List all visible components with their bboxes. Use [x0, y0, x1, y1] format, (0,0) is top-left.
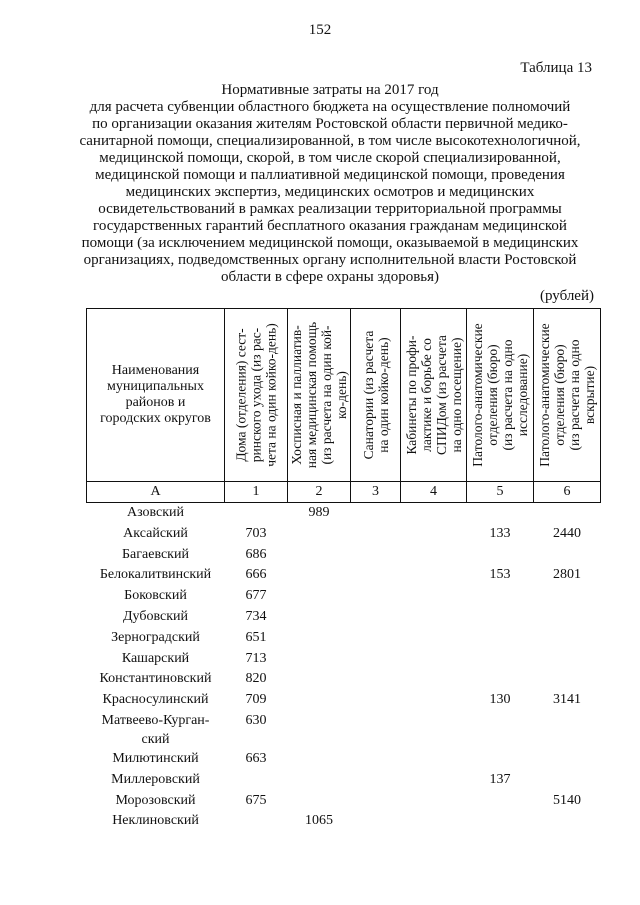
- value-cell-c4: [401, 711, 467, 749]
- table-row: [87, 770, 601, 791]
- value-cell-c4: [401, 607, 467, 628]
- header-nursing-homes: [225, 309, 288, 482]
- municipality-name: [87, 711, 225, 749]
- value-cell-c5: [467, 649, 534, 670]
- value-cell-c4: [401, 669, 467, 690]
- value-cell-c4: [401, 586, 467, 607]
- municipality-name: [87, 586, 225, 607]
- header-line: (из расчета на одно: [567, 339, 582, 451]
- header-line: Хосписная и паллиатив-: [289, 325, 304, 465]
- column-number: 3: [351, 482, 401, 503]
- value-cell-c2: [288, 565, 351, 586]
- value-cell-c4: [401, 545, 467, 566]
- value-cell-c2: [288, 628, 351, 649]
- title-line: организациях, подведомственных органу исполнительной власти Ростовской: [83, 252, 577, 268]
- value-cell-c6: 2801: [553, 567, 581, 583]
- header-line: на одно посещение): [448, 337, 464, 453]
- title-line: государственных гарантий бесплатного оказания гражданам медицинской: [93, 218, 567, 234]
- document-title: [70, 82, 590, 286]
- value-cell-c1: [225, 770, 288, 791]
- municipality-name: [87, 791, 225, 812]
- header-line: Наименования: [111, 363, 200, 378]
- value-cell-c4: [401, 524, 467, 545]
- header-line: на один койко-день): [375, 337, 391, 453]
- value-cell-c3: [351, 545, 401, 566]
- value-cell-c2: [288, 545, 351, 566]
- value-cell-c1: 663: [245, 750, 267, 766]
- value-cell-c4: [401, 791, 467, 812]
- table-row: [87, 649, 601, 670]
- column-number: А: [87, 482, 225, 503]
- value-cell-c3: [351, 649, 401, 670]
- municipality-name-line: Кашарский: [121, 650, 190, 666]
- value-cell-c3: [351, 586, 401, 607]
- value-cell-c6: [534, 770, 601, 791]
- header-line: ко-день): [334, 371, 349, 419]
- value-cell-c3: [351, 503, 401, 524]
- municipality-name: [87, 524, 225, 545]
- municipality-name-line: Зерноградский: [111, 629, 200, 645]
- municipality-name-line: Милютинский: [112, 750, 199, 766]
- table-row: [87, 791, 601, 812]
- value-cell-c4: [401, 649, 467, 670]
- table-body: [87, 503, 601, 833]
- column-number-row: [87, 482, 601, 503]
- header-line: исследование): [515, 353, 530, 437]
- header-aids-offices: [401, 309, 467, 482]
- value-cell-c1: 675: [245, 792, 267, 808]
- value-cell-c6: [534, 811, 601, 832]
- header-line: (из расчета на один кой-: [319, 325, 334, 465]
- value-cell-c4: [401, 503, 467, 524]
- title-line: области в сфере охраны здоровья): [220, 269, 440, 285]
- value-cell-c5: [467, 669, 534, 690]
- value-cell-c6: [534, 749, 601, 770]
- header-municipality: [87, 309, 225, 482]
- value-cell-c2: [288, 586, 351, 607]
- municipality-name: [87, 607, 225, 628]
- municipality-name: [87, 545, 225, 566]
- header-pathology-research: [467, 309, 534, 482]
- value-cell-c3: [351, 811, 401, 832]
- table-row: [87, 545, 601, 566]
- value-cell-c2: 1065: [305, 813, 333, 829]
- table-row: [87, 811, 601, 832]
- table-row: [87, 503, 601, 524]
- value-cell-c1: 709: [245, 692, 267, 708]
- title-line: по организации оказания жителям Ростовской области первичной медико-: [92, 116, 568, 132]
- value-cell-c5: [467, 586, 534, 607]
- value-cell-c2: [288, 711, 351, 749]
- value-cell-c6: 5140: [553, 792, 581, 808]
- header-line: отделения (бюро): [485, 344, 500, 446]
- header-line: Дома (отделения) сест-: [233, 328, 249, 462]
- municipality-name-line: Боковский: [124, 588, 187, 604]
- title-line: Нормативные затраты на 2017 год: [221, 82, 439, 98]
- header-line: отделения (бюро): [552, 344, 567, 446]
- municipality-name: [87, 811, 225, 832]
- header-line: ринского ухода (из рас-: [248, 327, 264, 463]
- value-cell-c1: 666: [245, 567, 267, 583]
- units-label: (рублей): [539, 288, 594, 304]
- value-cell-c5: 133: [489, 525, 511, 541]
- value-cell-c3: [351, 669, 401, 690]
- header-line: городских округов: [100, 411, 211, 426]
- value-cell-c6: [534, 628, 601, 649]
- municipality-name-line: Константиновский: [99, 671, 212, 687]
- value-cell-c4: [401, 749, 467, 770]
- value-cell-c6: [534, 503, 601, 524]
- value-cell-c5: [467, 503, 534, 524]
- value-cell-c3: [351, 791, 401, 812]
- value-cell-c4: [401, 565, 467, 586]
- title-line: санитарной помощи, специализированной, в том числе высокотехнологичной,: [79, 133, 581, 149]
- value-cell-c5: [467, 791, 534, 812]
- value-cell-c3: [351, 628, 401, 649]
- value-cell-c4: [401, 690, 467, 711]
- value-cell-c2: [288, 607, 351, 628]
- value-cell-c5: [467, 711, 534, 749]
- value-cell-c2: [288, 749, 351, 770]
- value-cell-c5: [467, 607, 534, 628]
- header-line: Патолого-анатомические: [470, 323, 485, 467]
- table-row: [87, 669, 601, 690]
- value-cell-c6: [534, 711, 601, 749]
- table-row: [87, 524, 601, 545]
- header-line: чета на один койко-день): [263, 323, 279, 467]
- value-cell-c5: [467, 628, 534, 649]
- municipality-name-line: Красносулинский: [102, 692, 209, 708]
- value-cell-c2: [288, 524, 351, 545]
- municipality-name: [87, 649, 225, 670]
- header-pathology-autopsy: [534, 309, 601, 482]
- page-number: 152: [308, 22, 332, 38]
- municipality-name-line: Дубовский: [122, 608, 189, 624]
- title-line: освидетельствований в рамках реализации территориальной программы: [98, 201, 562, 217]
- value-cell-c1: 703: [245, 525, 267, 541]
- municipality-name-line: Морозовский: [115, 792, 196, 808]
- municipality-name-line: Аксайский: [123, 525, 188, 541]
- column-number: 4: [401, 482, 467, 503]
- cost-norms-table: [86, 308, 601, 832]
- header-line: районов и: [125, 395, 186, 410]
- header-hospice-care: [288, 309, 351, 482]
- header-line: (из расчета на одно: [500, 339, 515, 451]
- value-cell-c3: [351, 565, 401, 586]
- header-line: ная медицинская помощь: [304, 321, 319, 469]
- header-line: Санатории (из расчета: [360, 330, 376, 460]
- municipality-name-line: Миллеровский: [111, 771, 200, 787]
- column-number: 1: [225, 482, 288, 503]
- value-cell-c1: 651: [245, 629, 267, 645]
- value-cell-c3: [351, 524, 401, 545]
- value-cell-c1: [225, 503, 288, 524]
- value-cell-c1: [225, 811, 288, 832]
- municipality-name: [87, 628, 225, 649]
- header-line: муниципальных: [107, 379, 204, 394]
- value-cell-c3: [351, 607, 401, 628]
- title-line: помощи (за исключением медицинской помощи, оказываемой в медицинских: [81, 235, 579, 251]
- table-row: [87, 565, 601, 586]
- value-cell-c4: [401, 628, 467, 649]
- title-line: медицинских экспертиз, медицинских осмотров и медицинских: [125, 184, 535, 200]
- value-cell-c6: [534, 607, 601, 628]
- value-cell-c6: 3141: [553, 692, 581, 708]
- municipality-name: [87, 503, 225, 524]
- value-cell-c5: 137: [489, 771, 511, 787]
- header-line: СПИДом (из расчета: [433, 335, 449, 455]
- table-label: Таблица 13: [520, 60, 592, 76]
- municipality-name: [87, 690, 225, 711]
- value-cell-c4: [401, 811, 467, 832]
- municipality-name-line: Азовский: [126, 505, 185, 520]
- column-number: 6: [534, 482, 601, 503]
- value-cell-c3: [351, 770, 401, 791]
- municipality-name: [87, 770, 225, 791]
- table-row: [87, 690, 601, 711]
- table-row: [87, 607, 601, 628]
- value-cell-c6: [534, 669, 601, 690]
- value-cell-c5: [467, 749, 534, 770]
- column-number: 2: [288, 482, 351, 503]
- value-cell-c5: [467, 545, 534, 566]
- value-cell-c5: [467, 811, 534, 832]
- header-line: лактике и борьбе со: [418, 338, 434, 452]
- column-number: 5: [467, 482, 534, 503]
- municipality-name-line: ский: [141, 731, 170, 747]
- value-cell-c2: [288, 669, 351, 690]
- value-cell-c4: [401, 770, 467, 791]
- value-cell-c1: 820: [245, 671, 267, 687]
- value-cell-c1: 734: [245, 608, 267, 624]
- municipality-name: [87, 669, 225, 690]
- header-line: Патолого-анатомические: [537, 323, 552, 467]
- value-cell-c3: [351, 749, 401, 770]
- value-cell-c1: 630: [245, 712, 267, 728]
- table-row: [87, 586, 601, 607]
- title-line: для расчета субвенции областного бюджета на осуществление полномочий: [89, 99, 571, 115]
- value-cell-c2: [288, 791, 351, 812]
- value-cell-c6: [534, 649, 601, 670]
- value-cell-c6: 2440: [553, 525, 581, 541]
- value-cell-c6: [534, 586, 601, 607]
- municipality-name-line: Белокалитвинский: [99, 567, 212, 583]
- value-cell-c3: [351, 690, 401, 711]
- municipality-name: [87, 749, 225, 770]
- value-cell-c2: [288, 649, 351, 670]
- table-row: [87, 711, 601, 749]
- table-header-row: [87, 309, 601, 482]
- value-cell-c1: 677: [245, 588, 267, 604]
- value-cell-c5: 130: [489, 692, 511, 708]
- header-line: вскрытие): [582, 365, 597, 425]
- municipality-name-line: Неклиновский: [112, 813, 199, 829]
- header-sanatoria: [351, 309, 401, 482]
- value-cell-c5: 153: [489, 567, 511, 583]
- municipality-name-line: Матвеево-Курган-: [101, 712, 210, 728]
- value-cell-c2: [288, 770, 351, 791]
- value-cell-c3: [351, 711, 401, 749]
- title-line: медицинской помощи, скорой, в том числе скорой специализированной,: [99, 150, 561, 166]
- table-row: [87, 749, 601, 770]
- municipality-name-line: Багаевский: [122, 546, 189, 562]
- value-cell-c2: [288, 690, 351, 711]
- header-line: Кабинеты по профи-: [403, 335, 419, 455]
- title-line: медицинской помощи и паллиативной медицинской помощи, проведения: [95, 167, 565, 183]
- table-row: [87, 628, 601, 649]
- value-cell-c1: 686: [245, 546, 267, 562]
- value-cell-c2: 989: [308, 505, 330, 520]
- value-cell-c6: [534, 545, 601, 566]
- municipality-name: [87, 565, 225, 586]
- value-cell-c1: 713: [245, 650, 267, 666]
